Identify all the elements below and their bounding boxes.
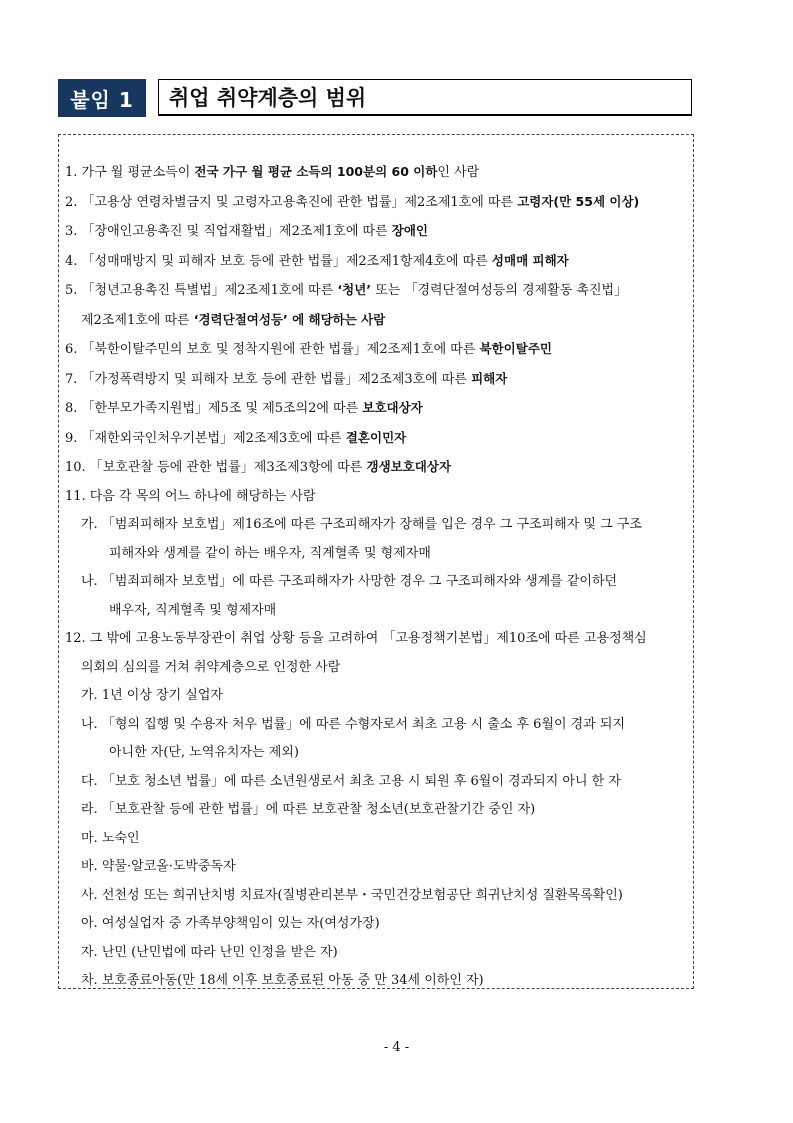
- page-number: - 4 -: [383, 1040, 410, 1055]
- sub-item: 자. 난민 (난민법에 따라 난민 인정을 받은 자): [81, 944, 338, 960]
- list-item: 5. 「청년고용촉진 특별법」제2조제1호에 따른 ‘청년’ 또는 「경력단절여성등의 경제활동 촉진법」: [65, 282, 628, 298]
- sub-item-continuation: 배우자, 직계혈족 및 형제자매: [109, 602, 277, 618]
- content-box: [58, 134, 694, 989]
- sub-item: 라. 「보호관찰 등에 관한 법률」에 따른 보호관찰 청소년(보호관찰기간 중인 자): [81, 802, 536, 817]
- list-item: 12. 그 밖에 고용노동부장관이 취업 상황 등을 고려하여 「고용정책기본법」제10조에 따른 고용정책심: [65, 631, 647, 646]
- list-item: 6. 「북한이탈주민의 보호 및 정착지원에 관한 법률」제2조제1호에 따른 북한이탈주민: [65, 341, 552, 357]
- list-item: 3. 「장애인고용촉진 및 직업재활법」제2조제1호에 따른 장애인: [65, 223, 429, 239]
- list-item: 7. 「가정폭력방지 및 피해자 보호 등에 관한 법률」제2조제3호에 따른 피해자: [65, 370, 508, 387]
- sub-item: 다. 「보호 청소년 법률」에 따른 소년원생로서 최초 고용 시 퇴원 후 6월이 경과되지 아니 한 자: [81, 773, 621, 789]
- list-item: 2. 「고용상 연령차별금지 및 고령자고용촉진에 관한 법률」제2조제1호에 따른 고령자(만 55세 이상): [65, 193, 640, 210]
- list-item: 4. 「성매매방지 및 피해자 보호 등에 관한 법률」제2조제1항제4호에 따른 성매매 피해자: [65, 252, 569, 269]
- attachment-label: 붙임 1: [58, 79, 146, 117]
- sub-item-continuation: 피해자와 생계를 같이 하는 배우자, 직계혈족 및 형제자매: [109, 545, 431, 561]
- sub-item: 사. 선천성 또는 희귀난치병 치료자(질병관리본부・국민건강보험공단 희귀난치성 질환목록확인): [81, 887, 623, 903]
- section-header: [58, 79, 694, 119]
- list-item-continuation: 제2조제1호에 따른 ‘경력단절여성등’ 에 해당하는 사람: [81, 311, 386, 328]
- sub-item: 가. 1년 이상 장기 실업자: [81, 688, 223, 703]
- sub-item: 바. 약물·알코올·도박중독자: [81, 859, 236, 874]
- list-item-continuation: 의회의 심의를 거쳐 취약계층으로 인정한 사람: [81, 659, 341, 675]
- sub-item: 가. 「범죄피해자 보호법」제16조에 따른 구조피해자가 장해를 입은 경우 그 구조피해자 및 그 구조: [81, 517, 642, 532]
- sub-item-continuation: 아니한 자(단, 노역유치자는 제외): [109, 745, 299, 760]
- list-item: 11. 다음 각 목의 어느 하나에 해당하는 사람: [65, 488, 316, 504]
- section-title: 취업 취약계층의 범위: [158, 79, 692, 116]
- list-item: 10. 「보호관찰 등에 관한 법률」제3조제3항에 따른 갱생보호대상자: [65, 459, 452, 475]
- sub-item: 마. 노숙인: [81, 830, 140, 846]
- list-item: 1. 가구 월 평균소득이 전국 가구 월 평균 소득의 100분의 60 이하인 사람: [65, 164, 480, 180]
- list-item: 8. 「한부모가족지원법」제5조 및 제5조의2에 따른 보호대상자: [65, 400, 423, 416]
- sub-item: 아. 여성실업자 중 가족부양책임이 있는 자(여성가장): [81, 916, 380, 931]
- list-item: 9. 「재한외국인처우기본법」제2조제3호에 따른 결혼이민자: [65, 429, 407, 446]
- criteria-list: [65, 158, 685, 996]
- sub-item: 차. 보호종료아동(만 18세 이후 보호종료된 아동 중 만 34세 이하인 자): [81, 973, 484, 988]
- sub-item: 나. 「범죄피해자 보호법」에 따른 구조피해자가 사망한 경우 그 구조피해자와 생계를 같이하던: [81, 574, 618, 589]
- sub-item: 나. 「형의 집행 및 수용자 처우 법률」에 따른 수형자로서 최초 고용 시 출소 후 6월이 경과 되지: [81, 716, 626, 732]
